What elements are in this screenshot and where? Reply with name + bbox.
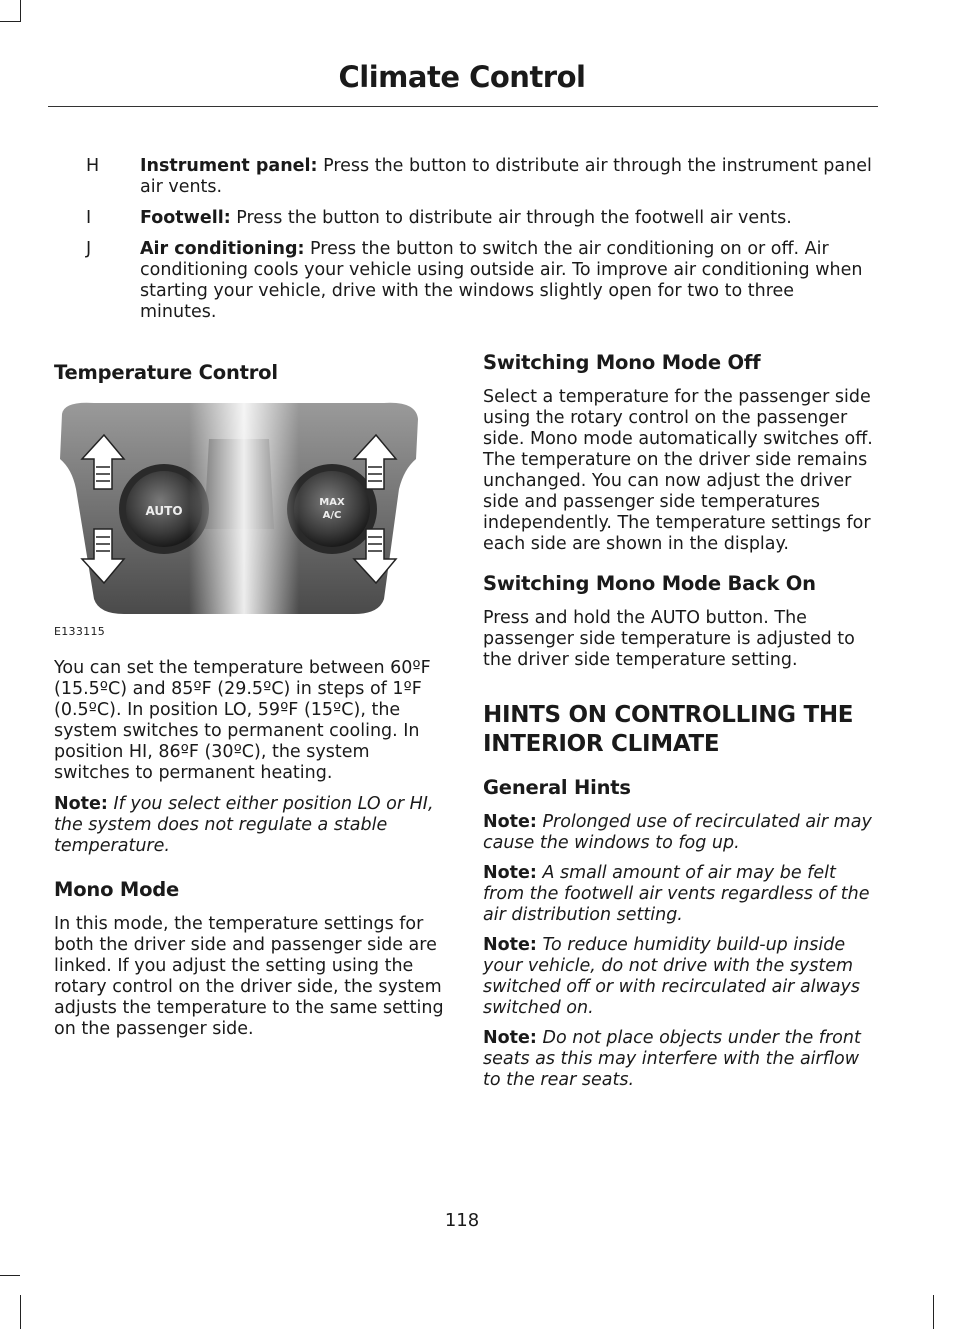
header-rule xyxy=(48,106,878,107)
definition-text: Press the button to distribute air through the instrument panel air vents. xyxy=(140,156,872,197)
note-label: Note: xyxy=(483,812,537,832)
figure-id: E133115 xyxy=(54,625,106,638)
note-text: Do not place objects under the front seats as this may interfere with the airflow to the rear seats. xyxy=(483,1028,861,1090)
note xyxy=(483,935,873,1019)
climate-control-figure xyxy=(54,399,424,619)
definition-item xyxy=(60,239,875,323)
definition-term: Footwell: xyxy=(140,208,231,228)
definition-key: J xyxy=(86,239,92,259)
definition-text: Press the button to distribute air through the footwell air vents. xyxy=(230,208,792,228)
note xyxy=(483,812,873,854)
right-column xyxy=(483,352,873,1100)
max-label: MAX xyxy=(319,497,345,508)
crop-mark xyxy=(20,0,21,22)
note xyxy=(54,794,444,857)
note-text: If you select either position LO or HI, the system does not regulate a stable temperature. xyxy=(54,794,434,856)
mono-on-paragraph: Press and hold the AUTO button. The passenger side temperature is adjusted to the driver side temperature setting. xyxy=(483,608,855,670)
definition-item xyxy=(60,208,875,229)
section-heading-mono-on: Switching Mono Mode Back On xyxy=(483,572,816,595)
note xyxy=(483,1028,873,1091)
note-text: A small amount of air may be felt from the footwell air vents regardless of the air distribution setting. xyxy=(483,863,870,925)
definition-text: Press the button to switch the air conditioning on or off. Air conditioning cools your vehicle using outside air. To improve air conditioning when starting your vehicle, drive with the windows slightly open for two to three minutes. xyxy=(140,239,863,322)
section-heading-mono-off: Switching Mono Mode Off xyxy=(483,351,761,374)
definition-term: Instrument panel: xyxy=(140,156,318,176)
mono-mode-paragraph: In this mode, the temperature settings for both the driver side and passenger side are linked. If you adjust the setting using the rotary control on the driver side, the system adjusts the temperature to the same setting on the passenger side. xyxy=(54,914,444,1039)
section-heading-hints: HINTS ON CONTROLLING THE INTERIOR CLIMATE xyxy=(483,702,854,757)
section-heading-mono-mode: Mono Mode xyxy=(54,878,180,901)
crop-mark xyxy=(0,1275,20,1276)
section-heading-general-hints: General Hints xyxy=(483,776,631,799)
note-text: To reduce humidity build-up inside your vehicle, do not drive with the system switched off or with recirculated air always switched on. xyxy=(483,935,861,1018)
ac-label: A/C xyxy=(322,510,342,521)
climate-panel-illustration xyxy=(54,399,424,619)
note-label: Note: xyxy=(483,935,537,955)
page-title: Climate Control xyxy=(338,60,586,94)
left-column xyxy=(54,362,444,1050)
definition-key: I xyxy=(86,208,92,228)
light-glare xyxy=(189,399,299,619)
note-label: Note: xyxy=(54,794,108,814)
definition-key: H xyxy=(86,156,100,176)
crop-mark xyxy=(0,21,20,22)
page-number: 118 xyxy=(444,1210,480,1231)
definition-list xyxy=(60,156,875,333)
max-ac-knob xyxy=(294,471,370,547)
note-label: Note: xyxy=(483,1028,537,1048)
crop-mark xyxy=(20,1295,21,1329)
temperature-paragraph: You can set the temperature between 60ºF (15.5ºC) and 85ºF (29.5ºC) in steps of 1ºF (0.5ºC). In position LO, 59ºF (15ºC), the system switches to permanent cooling. In position HI, 86ºF (30ºC), the system switches to permanent heating. xyxy=(54,658,431,783)
note-text: Prolonged use of recirculated air may cause the windows to fog up. xyxy=(483,812,872,853)
auto-label: AUTO xyxy=(145,504,183,518)
note-label: Note: xyxy=(483,863,537,883)
definition-term: Air conditioning: xyxy=(140,239,305,259)
mono-off-paragraph: Select a temperature for the passenger side using the rotary control on the passenger side. Mono mode automatically switches off. The temperature on the driver side remains unchanged. You can now adjust the driver side and passenger side temperatures independently. The temperature settings for each side are shown in the display. xyxy=(483,387,873,554)
section-heading-temperature: Temperature Control xyxy=(54,361,278,384)
definition-item xyxy=(60,156,875,198)
note xyxy=(483,863,873,926)
crop-mark xyxy=(933,1295,934,1329)
